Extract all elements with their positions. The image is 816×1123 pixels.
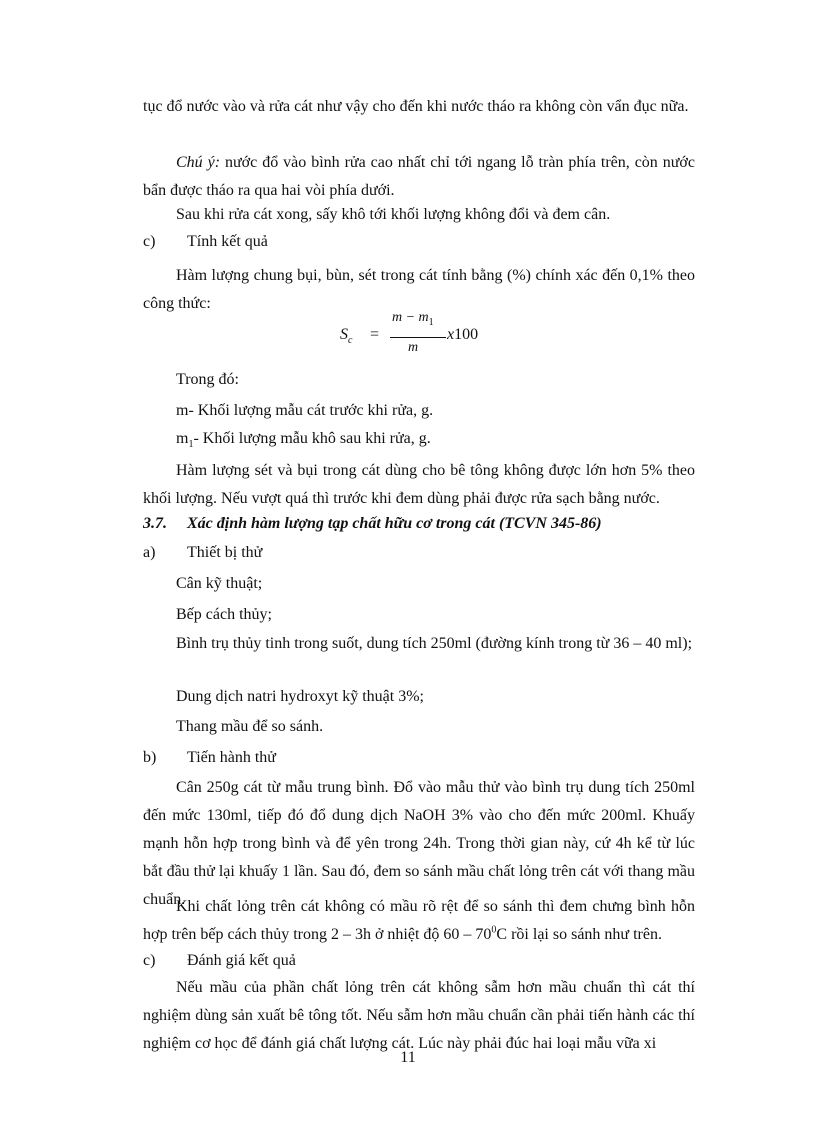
formula-multiplier: x100 — [447, 326, 479, 343]
equipment-item: Thang mầu để so sánh. — [176, 718, 324, 735]
paragraph-continuation: tục đổ nước vào và rửa cát như vậy cho đến khi nước tháo ra không còn vẩn đục nữa. — [143, 98, 689, 115]
formula-lhs: $S_c$ — [340, 326, 353, 347]
section-c-evaluation — [143, 950, 695, 972]
formula-denominator: m — [408, 340, 419, 355]
paragraph-procedure: Cân 250g cát từ mẫu trung bình. Đổ vào mẫu thử vào bình trụ dung tích 250ml đến mức 130ml, tiếp đó đổ dung dịch NaOH 3% vào cho đến mức 200ml. Khuấy mạnh hỗn hợp trong bình và để yên trong 24h. Trong thời gian này, cứ 4h kể từ lúc bắt đầu thử lại khuấy 1 lần. Sau đó, đem so sánh mầu chất lỏng trên cát với thang mầu chuẩn. — [143, 779, 695, 908]
section-b-procedure — [143, 747, 695, 769]
definition-m: m- Khối lượng mẫu cát trước khi rửa, g. — [176, 402, 434, 419]
section-label: c) — [143, 952, 156, 969]
section-title: Thiết bị thử — [187, 544, 263, 561]
paragraph-dry-weigh: Sau khi rửa cát xong, sấy khô tới khối lượng không đổi và đem cân. — [176, 206, 611, 223]
section-title: Đánh giá kết quả — [187, 952, 296, 969]
section-label: c) — [143, 233, 156, 250]
paragraph-heating: Khi chất lỏng trên cát không có mầu rõ rệt để so sánh thì đem chưng bình hỗn hợp trên bếp cách thủy trong 2 – 3h ở nhiệt độ $60 - 70^0C$ rồi lại so sánh như trên. — [143, 898, 695, 943]
heading-title: Xác định hàm lượng tạp chất hữu cơ trong cát (TCVN 345-86) — [187, 515, 602, 532]
section-heading-3-7 — [143, 513, 703, 535]
equipment-item: Dung dịch natri hydroxyt kỹ thuật 3%; — [176, 688, 424, 705]
equipment-item: Bình trụ thủy tinh trong suốt, dung tích 250ml (đường kính trong từ 36 – 40 ml); — [176, 635, 693, 652]
paragraph-limit: Hàm lượng sét và bụi trong cát dùng cho bê tông không được lớn hơn 5% theo khối lượng. Nếu vượt quá thì trước khi đem dùng phải được rửa sạch bằng nước. — [143, 462, 695, 507]
formula-sc — [340, 310, 500, 360]
note-paragraph — [143, 149, 695, 205]
section-title: Tiến hành thử — [187, 749, 276, 766]
where-label: Trong đó: — [176, 371, 239, 388]
note-label: Chú ý: — [176, 154, 221, 171]
paragraph-formula-intro: Hàm lượng chung bụi, bùn, sét trong cát tính bằng (%) chính xác đến 0,1% theo công thức: — [143, 267, 695, 312]
paragraph-evaluation: Nếu mầu của phần chất lỏng trên cát không sẫm hơn mầu chuẩn thì cát thí nghiệm dùng sản xuất bê tông tốt. Nếu sẫm hơn mầu chuẩn cần phải tiến hành các thí nghiệm cơ học để đánh giá chất lượng cát. Lúc này phải đúc hai loại mẫu vữa xi — [143, 979, 695, 1052]
section-label: b) — [143, 749, 157, 766]
equipment-item: Bếp cách thủy; — [176, 606, 272, 623]
fraction-bar — [390, 337, 446, 338]
section-a-equipment — [143, 542, 695, 564]
section-label: a) — [143, 544, 156, 561]
equipment-item: Cân kỹ thuật; — [176, 575, 263, 592]
section-c-results — [143, 231, 695, 253]
formula-equals: = — [370, 326, 380, 343]
note-text: nước đổ vào bình rửa cao nhất chỉ tới ngang lỗ tràn phía trên, còn nước bẩn được tháo ra qua hai vòi phía dưới. — [143, 154, 695, 199]
formula-numerator: $m - m_1$ — [392, 310, 434, 328]
section-title: Tính kết quả — [187, 233, 268, 250]
definition-m1: $m_1-$ Khối lượng mẫu khô sau khi rửa, g. — [176, 430, 431, 451]
page-number: 11 — [400, 1049, 416, 1066]
heading-number: 3.7. — [143, 515, 167, 532]
